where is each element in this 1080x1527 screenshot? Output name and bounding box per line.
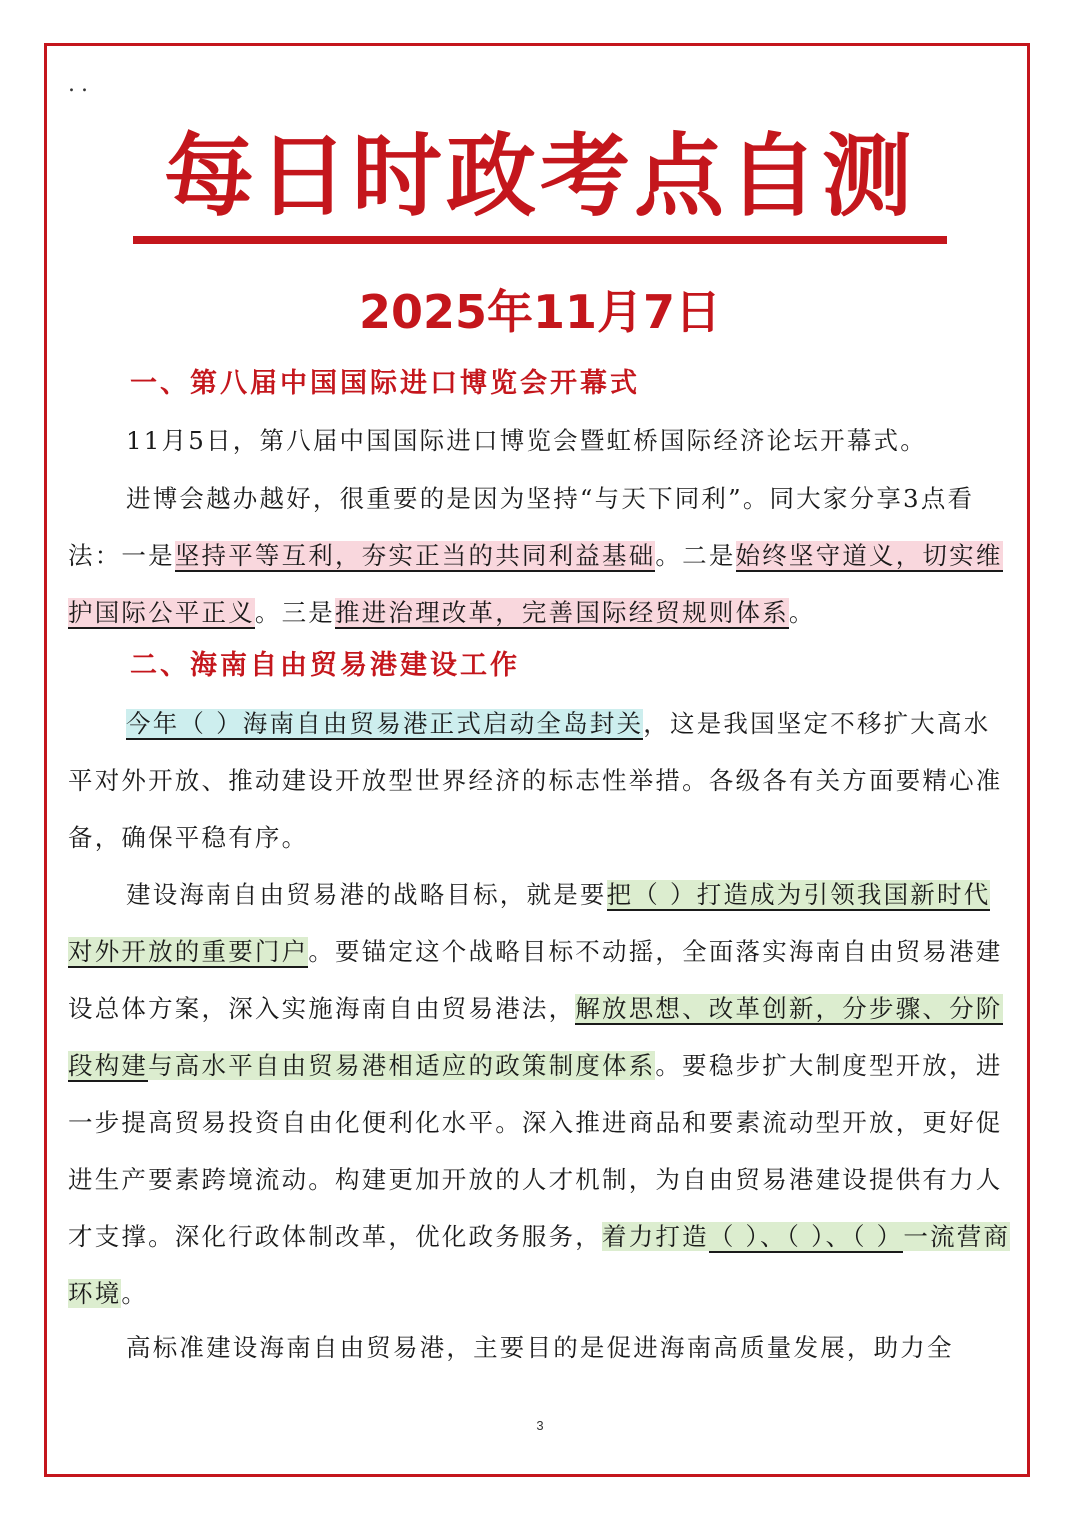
paragraph-5 (68, 1319, 1016, 1376)
title-underline (133, 236, 947, 244)
section-heading-2: 二、海南自由贸易港建设工作 (130, 650, 520, 681)
section-heading-1: 一、第八届中国国际进口博览会开幕式 (130, 368, 640, 399)
paragraph-2-text-c: 。三是 (254, 598, 336, 627)
paragraph-3-text: ，这是我国坚定不移扩大高水平对外开放、推动建设开放型世界经济的标志性举措。各级各有关方面要精心准备，确保平稳有序。 (68, 709, 1003, 852)
paragraph-2-text-a: 进博会越办越好，很重要的是因为坚持“与天下同利”。同大家分享3点看法：一是 (68, 484, 975, 570)
blank-fill-in: （ ）、（ ）、（ ） (708, 1222, 904, 1251)
paragraph-5-text: 高标准建设海南自由贸易港，主要目的是促进海南高质量发展，助力全 (126, 1333, 954, 1362)
page-date: 2025年11月7日 (358, 285, 722, 339)
highlight-point-2: 始终坚守道义，切实维护国际公平正义 (68, 541, 1003, 627)
highlight-policy-system: 与高水平自由贸易港相适应的政策制度体系 (148, 1051, 656, 1080)
page-title: 每日时政考点自测 (164, 124, 916, 229)
paragraph-4-text-b: 。要锚定这个战略目标不动摇，全面落实海南自由贸易港建设总体方案，深入实施海南自由贸易港法， (68, 937, 1003, 1023)
highlight-point-3: 推进治理改革，完善国际经贸规则体系 (335, 598, 789, 627)
page-number: 3 (536, 1418, 544, 1433)
paragraph-3 (68, 695, 1016, 866)
paragraph-2 (68, 470, 1016, 641)
highlight-strategic-goal: 把（ ）打造成为引领我国新时代对外开放的重要门户 (68, 880, 991, 966)
paragraph-4-text-a: 建设海南自由贸易港的战略目标，就是要 (126, 880, 607, 909)
paragraph-2-text-d: 。 (788, 598, 816, 627)
paragraph-1 (68, 412, 1016, 469)
corner-dots: .. (68, 72, 94, 97)
paragraph-4-text-c: 。要稳步扩大制度型开放，进一步提高贸易投资自由化便利化水平。深入推进商品和要素流动型开放，更好促进生产要素跨境流动。构建更加开放的人才机制，为自由贸易港建设提供有力人才支撑。深化行政体制改革，优化政务服务， (68, 1051, 1003, 1251)
highlight-business-env: 一流营商环境 (68, 1222, 1011, 1308)
paragraph-2-text-b: 。二是 (655, 541, 736, 570)
highlight-island-closure: 今年（ ）海南自由贸易港正式启动全岛封关 (126, 709, 644, 738)
paragraph-4-text-d: 。 (121, 1279, 149, 1308)
highlight-point-1: 坚持平等互利，夯实正当的共同利益基础 (174, 541, 656, 570)
paragraph-4 (68, 866, 1016, 1322)
paragraph-1-text: 11月5日，第八届中国国际进口博览会暨虹桥国际经济论坛开幕式。 (126, 426, 927, 455)
highlight-reform-steps: 解放思想、改革创新，分步骤、分阶段构建 (68, 994, 1003, 1080)
highlight-business-env-lead: 着力打造 (602, 1222, 709, 1251)
